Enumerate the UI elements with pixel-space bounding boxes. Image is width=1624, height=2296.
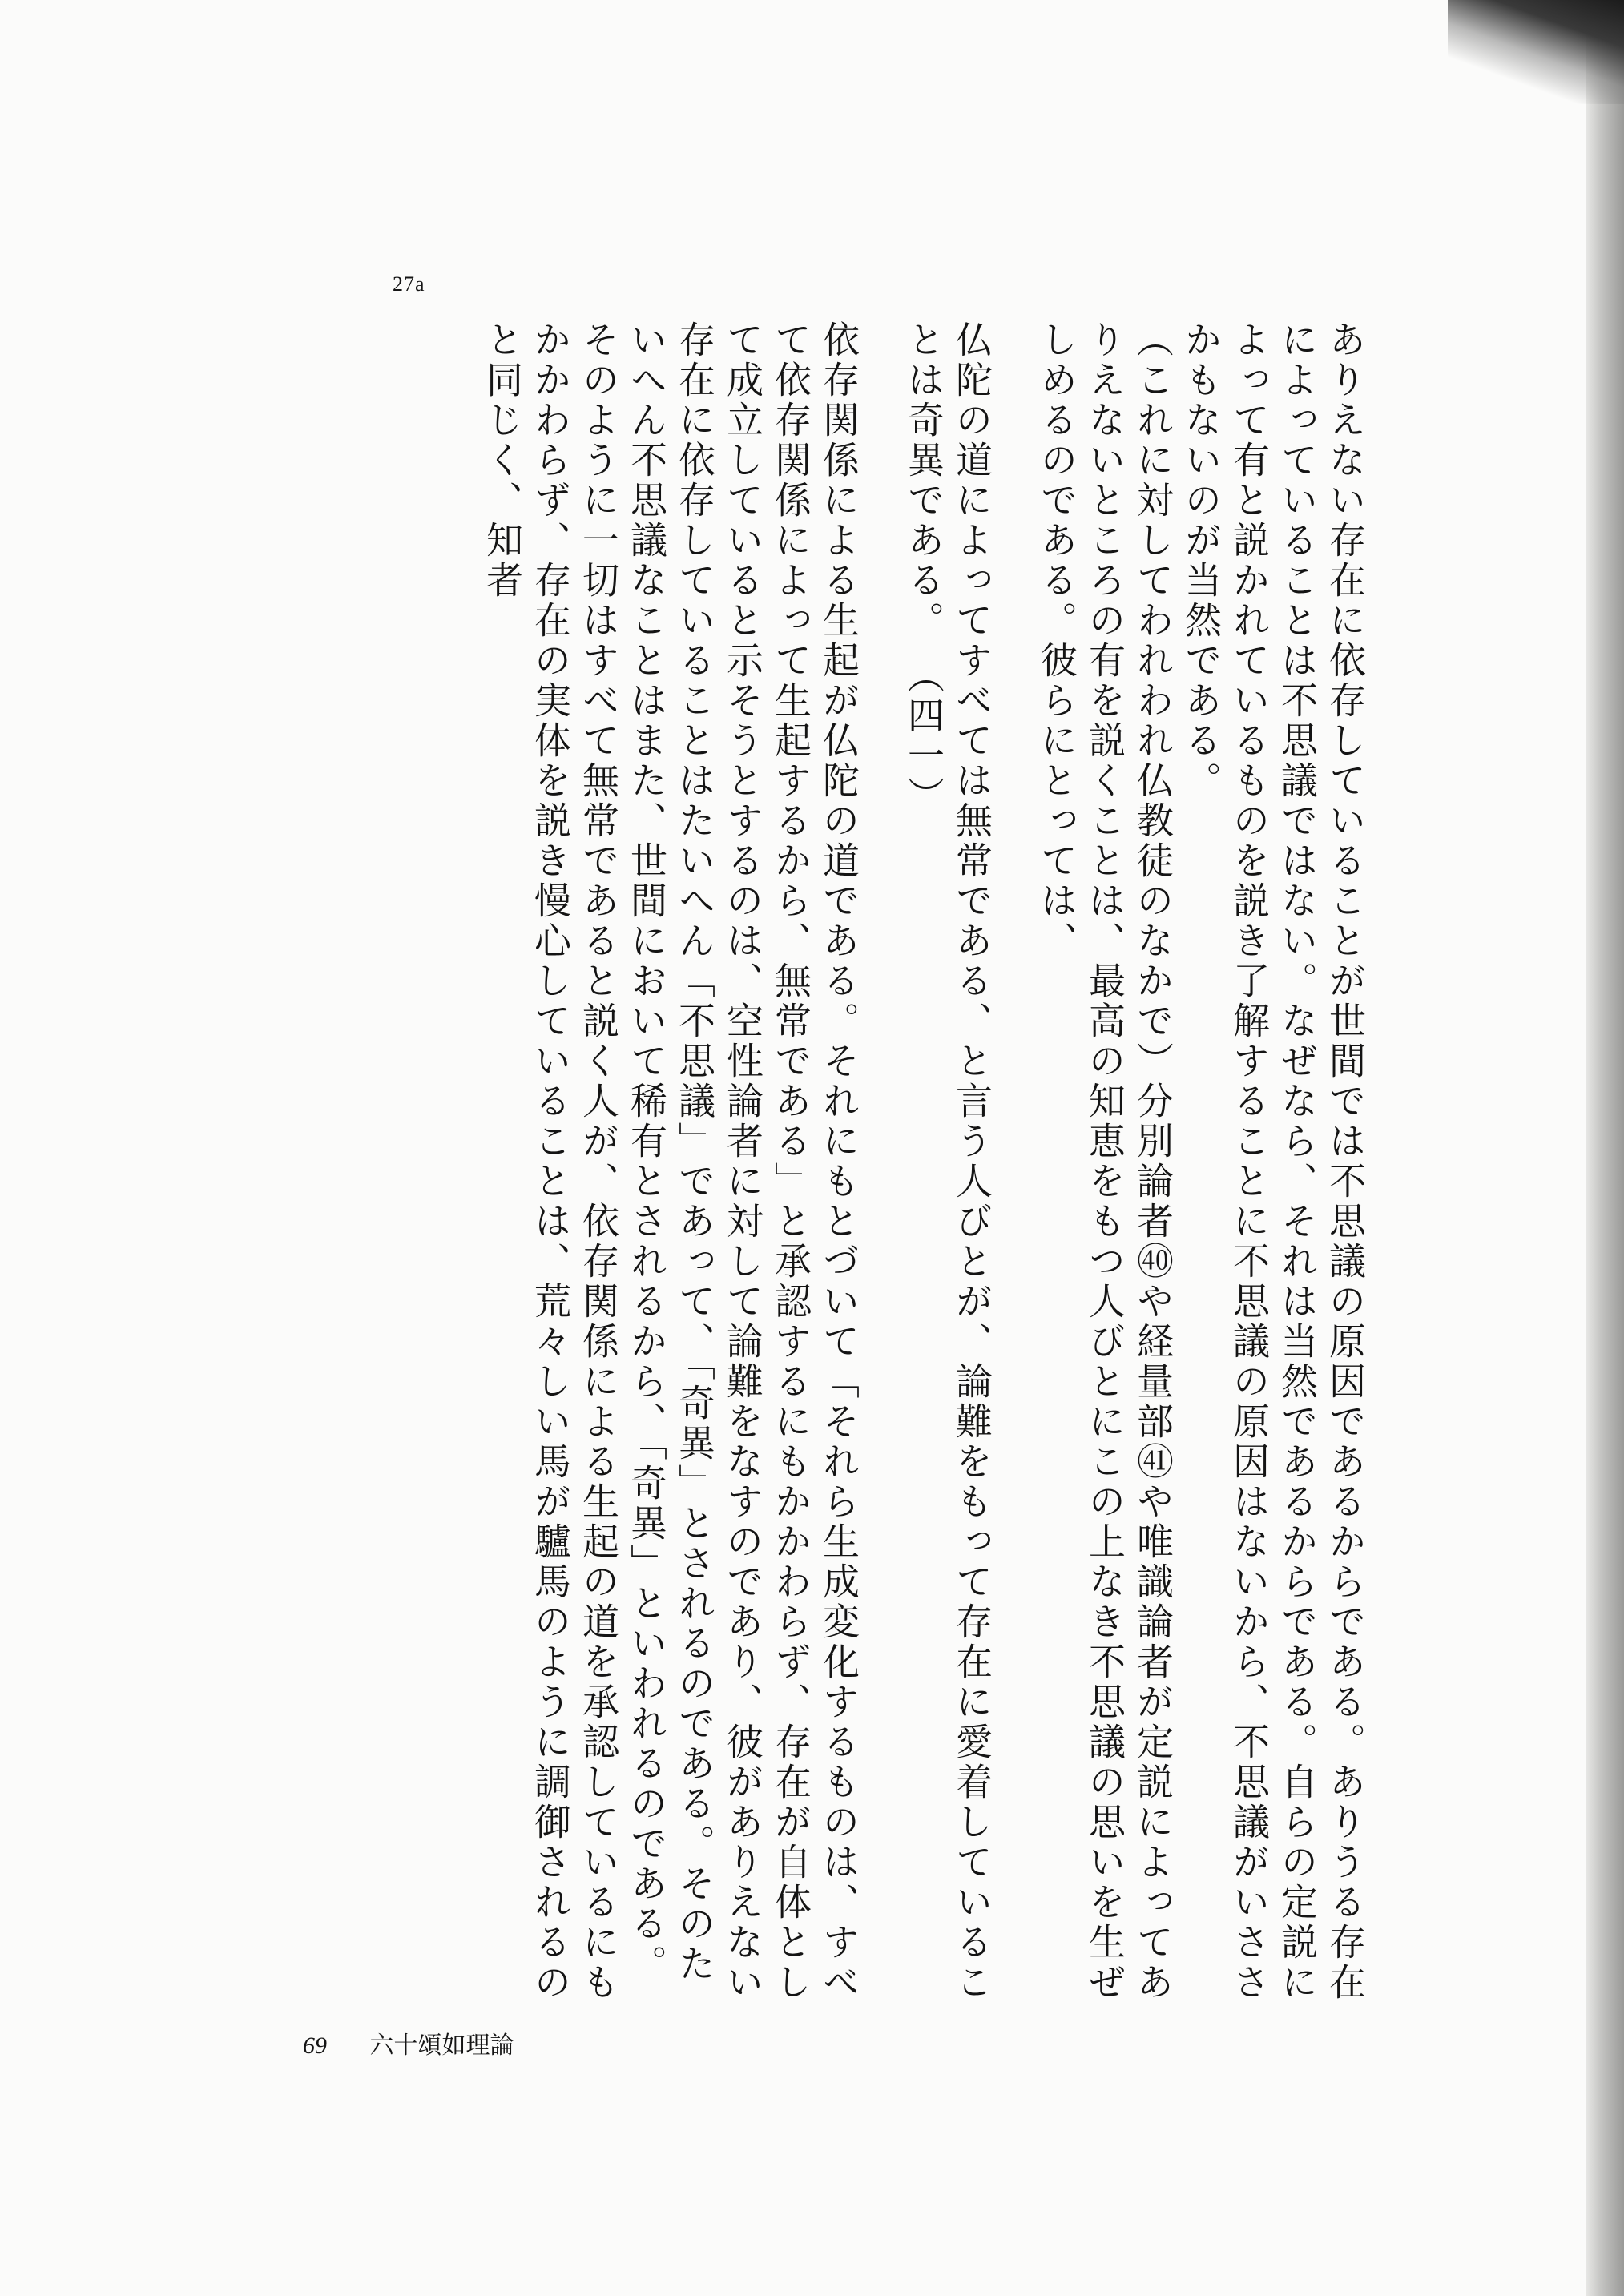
page-footer [303, 2025, 514, 2060]
paragraph-1: ありえない存在に依存していることが世間では不思議の原因であるからである。ありうる存在によっていることは不思議ではない。なぜなら、それは当然であるからである。自らの定説によって有と説かれているものを説き了解することに不思議の原因はないから、不思議がいささかもないのが当然である。 [1179, 320, 1367, 2003]
verse-41-marker: （四一） [902, 655, 945, 816]
scan-edge-shadow [1586, 0, 1624, 2296]
paragraph-2: （これに対してわれわれ仏教徒のなかで）分別論者㊵や経量部㊶や唯識論者が定説によってありえないところの有を説くことは、最高の知恵をもつ人びとにこの上なき不思議の思いを生ぜしめるのである。彼らにとっては、 [1035, 320, 1175, 2003]
page-reference: 27a [393, 272, 425, 296]
verse-41-text: 仏陀の道によってすべては無常である、と言う人びとが、論難をもって存在に愛着していることは奇異である。 [902, 320, 993, 2003]
running-title: 六十頌如理論 [369, 2032, 514, 2059]
verse-41 [900, 320, 1033, 2003]
paragraph-4: 依存関係による生起が仏陀の道である。それにもとづいて「それら生成変化するものは、すべて依存関係によって生起するから、無常である」と承認するにもかかわらず、存在が自体として成立していると示そうとするのは、空性論者に対して論難をなすのであり、彼がありえない存在に依存していることはたいへん「不思議」であって、「奇異」とされるのである。そのたいへん不思議なことはまた、世間において稀有とされるから、「奇異」といわれるのである。そのように一切はすべて無常であると説く人が、依存関係による生起の道を承認しているにもかかわらず、存在の実体を説き慢心していることは、荒々しい馬が驢馬のように調御されるのと同じく、知者 [481, 320, 860, 2003]
page-number: 69 [303, 2032, 327, 2059]
body-text [478, 320, 1369, 2003]
scan-corner-shadow [1448, 0, 1624, 104]
